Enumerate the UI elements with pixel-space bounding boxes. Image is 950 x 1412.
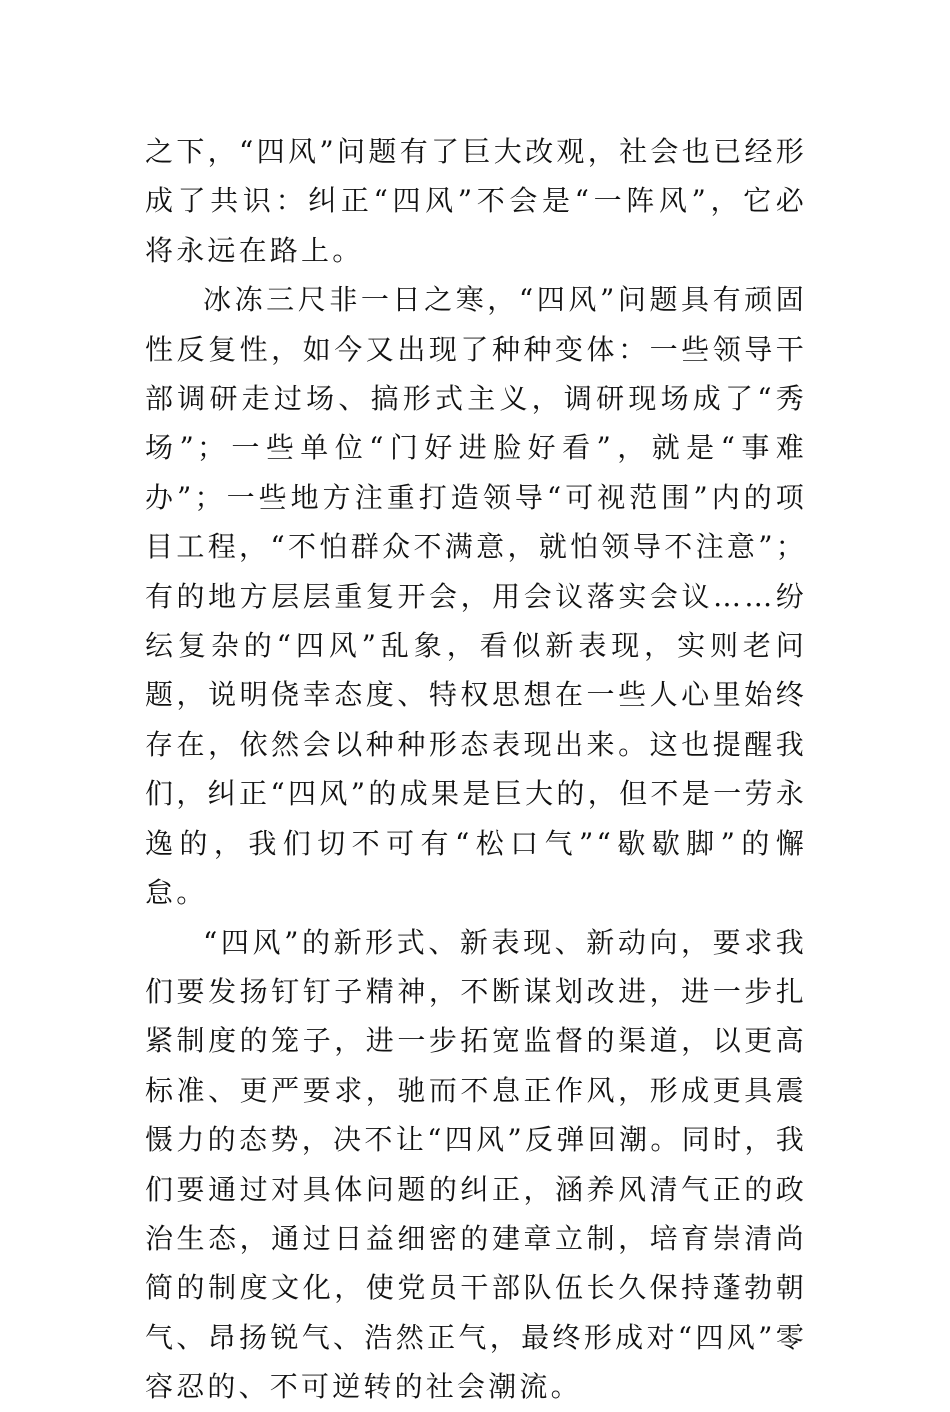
paragraph: “四风”的新形式、新表现、新动向，要求我们要发扬钉钉子精神，不断谋划改进，进一步扎紧制度的笼子，进一步拓宽监督的渠道，以更高标准、更严要求，驰而不息正作风，形成更具震慑力的态势，决不让“四风”反弹回潮。同时，我们要通过对具体问题的纠正，涵养风清气正的政治生态，通过日益细密的建章立制，培育崇清尚简的制度文化，使党员干部队伍长久保持蓬勃朝气、昂扬锐气、浩然正气，最终形成对“四风”零容忍的、不可逆转的社会潮流。 <box>145 925 807 1404</box>
body-text <box>145 127 807 1412</box>
paragraph: 冰冻三尺非一日之寒，“四风”问题具有顽固性反复性，如今又出现了种种变体：一些领导干部调研走过场、搞形式主义，调研现场成了“秀场”；一些单位“门好进脸好看”，就是“事难办”；一些地方注重打造领导“可视范围”内的项目工程，“不怕群众不满意，就怕领导不注意”；有的地方层层重复开会，用会议落实会议……纷纭复杂的“四风”乱象，看似新表现，实则老问题，说明侥幸态度、特权思想在一些人心里始终存在，依然会以种种形态表现出来。这也提醒我们，纠正“四风”的成果是巨大的，但不是一劳永逸的，我们切不可有“松口气”“歇歇脚”的懈怠。 <box>145 283 807 910</box>
paragraph-continuation: 之下，“四风”问题有了巨大改观，社会也已经形成了共识：纠正“四风”不会是“一阵风”，它必将永远在路上。 <box>145 135 807 267</box>
